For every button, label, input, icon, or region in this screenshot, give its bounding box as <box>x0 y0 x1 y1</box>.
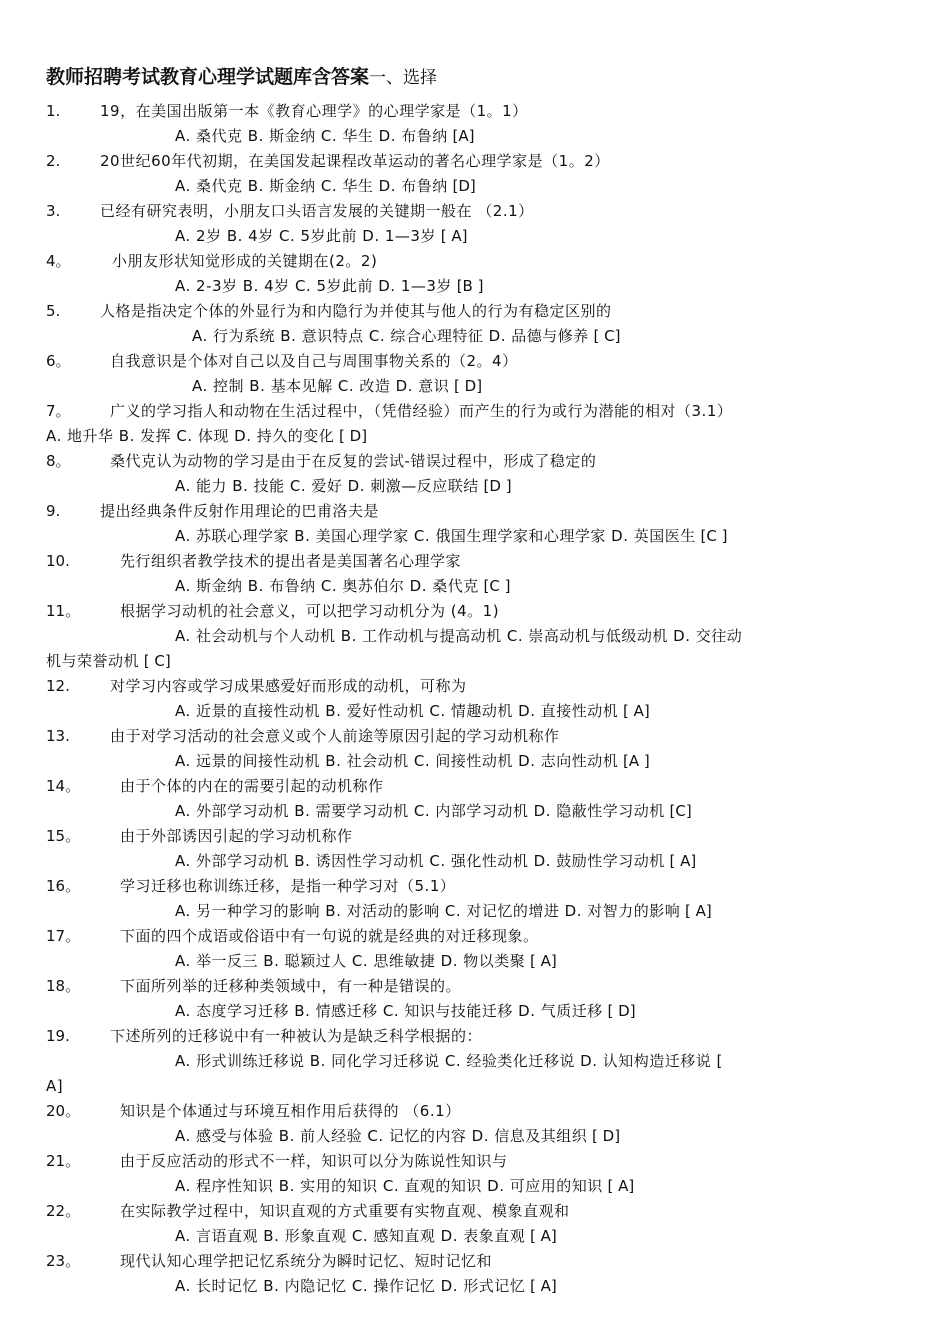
question-stem-row <box>0 926 950 951</box>
question-number: 18。 <box>46 977 81 995</box>
document-title <box>46 62 437 89</box>
question-stem-row <box>0 826 950 851</box>
question-stem: 由于对学习活动的社会意义或个人前途等原因引起的学习动机称作 <box>110 727 560 745</box>
question-stem: 先行组织者教学技术的提出者是美国著名心理学家 <box>120 552 462 570</box>
question-stem: 提出经典条件反射作用理论的巴甫洛夫是 <box>100 502 380 520</box>
question-number: 5. <box>46 302 61 320</box>
question-options-row <box>0 1276 950 1301</box>
question-stem: 现代认知心理学把记忆系统分为瞬时记忆、短时记忆和 <box>120 1252 493 1270</box>
question-options-row <box>0 801 950 826</box>
question-number: 8。 <box>46 452 71 470</box>
question-options-row <box>0 851 950 876</box>
question-options: A. 斯金纳 B. 布鲁纳 C. 奥苏伯尔 D. 桑代克 [C ] <box>175 577 511 595</box>
question-item <box>0 826 950 876</box>
question-item <box>0 151 950 201</box>
answer-badge: [D ] <box>478 477 512 495</box>
question-options: A. 远景的间接性动机 B. 社会动机 C. 间接性动机 D. 志向性动机 [A ] <box>175 752 650 770</box>
answer-badge: [D] <box>447 177 476 195</box>
question-stem: 19，在美国出版第一本《教育心理学》的心理学家是（1。1） <box>100 102 528 120</box>
question-stem: 在实际教学过程中，知识直观的方式重要有实物直观、模象直观和 <box>120 1202 570 1220</box>
question-options: A. 行为系统 B. 意识特点 C. 综合心理特征 D. 品德与修养 [ C] <box>192 327 621 345</box>
question-options-row <box>0 226 950 251</box>
answer-badge: [ D] <box>587 1127 621 1145</box>
question-number: 9. <box>46 502 61 520</box>
question-options: A. 2-3岁 B. 4岁 C. 5岁此前 D. 1—3岁 [B ] <box>175 277 484 295</box>
answer-badge: [ A] <box>525 1227 557 1245</box>
question-item <box>0 676 950 726</box>
answer-badge: [ D] <box>602 1002 636 1020</box>
question-stem-row <box>0 551 950 576</box>
question-item <box>0 1026 950 1101</box>
question-number: 19. <box>46 1027 70 1045</box>
question-number: 12. <box>46 677 70 695</box>
question-item <box>0 1201 950 1251</box>
question-wrap-row <box>0 651 950 676</box>
question-options-row <box>0 126 950 151</box>
question-stem-row <box>0 876 950 901</box>
answer-badge: [ A] <box>602 1177 635 1195</box>
question-options-row <box>0 176 950 201</box>
question-options: A. 外部学习动机 B. 诱因性学习动机 C. 强化性动机 D. 鼓励性学习动机 [ A] <box>175 852 697 870</box>
answer-badge: [ C] <box>139 652 171 670</box>
question-options-row <box>0 751 950 776</box>
question-item <box>0 501 950 551</box>
question-stem-row <box>0 351 950 376</box>
question-options: A. 能力 B. 技能 C. 爱好 D. 刺激—反应联结 [D ] <box>175 477 512 495</box>
answer-badge: [ D] <box>334 427 368 445</box>
question-stem-row <box>0 501 950 526</box>
question-stem: 桑代克认为动物的学习是由于在反复的尝试-错误过程中，形成了稳定的 <box>110 452 597 470</box>
answer-badge: [ A] <box>664 852 697 870</box>
question-number: 22。 <box>46 1202 81 1220</box>
question-options-row <box>0 276 950 301</box>
question-number: 16。 <box>46 877 81 895</box>
answer-badge: [ C] <box>588 327 621 345</box>
question-stem-row <box>0 1026 950 1051</box>
question-stem: 20世纪60年代初期，在美国发起课程改革运动的著名心理学家是（1。2） <box>100 152 610 170</box>
question-stem: 知识是个体通过与环境互相作用后获得的 （6.1） <box>120 1102 461 1120</box>
question-stem: 由于反应活动的形式不一样，知识可以分为陈说性知识与 <box>120 1152 508 1170</box>
question-wrap-text: A] <box>46 1077 64 1095</box>
question-stem-row <box>0 201 950 226</box>
question-stem-row <box>0 451 950 476</box>
question-item <box>0 976 950 1026</box>
question-options: A. 长时记忆 B. 内隐记忆 C. 操作记忆 D. 形式记忆 [ A] <box>175 1277 557 1295</box>
question-item <box>0 601 950 676</box>
question-stem-row <box>0 151 950 176</box>
question-options: A. 苏联心理学家 B. 美国心理学家 C. 俄国生理学家和心理学家 D. 英国医生 [C ] <box>175 527 728 545</box>
question-options-row <box>0 376 950 401</box>
answer-badge: [ A] <box>435 227 468 245</box>
title-main: 教师招聘考试教育心理学试题库含答案 <box>46 66 370 88</box>
question-options: A. 程序性知识 B. 实用的知识 C. 直观的知识 D. 可应用的知识 [ A] <box>175 1177 635 1195</box>
question-number: 7。 <box>46 402 71 420</box>
question-options-row <box>0 1126 950 1151</box>
answer-badge: [C ] <box>695 527 728 545</box>
question-options: A. 形式训练迁移说 B. 同化学习迁移说 C. 经验类化迁移说 D. 认知构造迁移说 [ <box>175 1052 723 1070</box>
question-item <box>0 1101 950 1151</box>
question-item <box>0 1251 950 1301</box>
question-item <box>0 726 950 776</box>
question-options-row <box>0 526 950 551</box>
question-item <box>0 101 950 151</box>
answer-badge: [A] <box>447 127 475 145</box>
question-options-row <box>0 901 950 926</box>
question-number: 3. <box>46 202 61 220</box>
question-options-row <box>0 576 950 601</box>
question-stem-row <box>0 1201 950 1226</box>
question-item <box>0 351 950 401</box>
answer-badge: [ A] <box>618 702 650 720</box>
question-item <box>0 776 950 826</box>
question-item <box>0 551 950 601</box>
question-options: A. 外部学习动机 B. 需要学习动机 C. 内部学习动机 D. 隐蔽性学习动机 [C] <box>175 802 692 820</box>
question-stem-row <box>0 1151 950 1176</box>
question-number: 17。 <box>46 927 81 945</box>
answer-badge: [C] <box>664 802 692 820</box>
question-options: A. 桑代克 B. 斯金纳 C. 华生 D. 布鲁纳 [D] <box>175 177 476 195</box>
question-options: A. 近景的直接性动机 B. 爱好性动机 C. 情趣动机 D. 直接性动机 [ A] <box>175 702 650 720</box>
question-number: 10. <box>46 552 70 570</box>
answer-badge: [ A] <box>525 952 557 970</box>
question-stem: 根据学习动机的社会意义，可以把学习动机分为 (4。1) <box>120 602 500 620</box>
question-options: A. 举一反三 B. 聪颖过人 C. 思维敏捷 D. 物以类聚 [ A] <box>175 952 557 970</box>
question-options-row <box>0 326 950 351</box>
question-options-row <box>0 1226 950 1251</box>
question-stem: 小朋友形状知觉形成的关键期在(2。2) <box>112 252 378 270</box>
question-stem-row <box>0 601 950 626</box>
question-options: A. 态度学习迁移 B. 情感迁移 C. 知识与技能迁移 D. 气质迁移 [ D] <box>175 1002 636 1020</box>
question-wrap-text: 机与荣誉动机 [ C] <box>46 652 171 670</box>
question-number: 2. <box>46 152 61 170</box>
question-item <box>0 451 950 501</box>
question-options: A. 桑代克 B. 斯金纳 C. 华生 D. 布鲁纳 [A] <box>175 127 475 145</box>
question-number: 13. <box>46 727 70 745</box>
question-stem-row <box>0 976 950 1001</box>
question-options: A. 言语直观 B. 形象直观 C. 感知直观 D. 表象直观 [ A] <box>175 1227 557 1245</box>
question-stem: 广义的学习指人和动物在生活过程中，（凭借经验）而产生的行为或行为潜能的相对（3.1） <box>110 402 733 420</box>
question-stem-row <box>0 301 950 326</box>
answer-badge: [ A] <box>680 902 712 920</box>
question-options-row <box>0 1176 950 1201</box>
question-options: A. 社会动机与个人动机 B. 工作动机与提高动机 C. 崇高动机与低级动机 D. 交往动 <box>175 627 743 645</box>
question-stem: 已经有研究表明，小朋友口头语言发展的关键期一般在 （2.1） <box>100 202 534 220</box>
question-options-row <box>0 626 950 651</box>
question-options-row <box>0 1001 950 1026</box>
question-stem: 自我意识是个体对自己以及自己与周围事物关系的（2。4） <box>110 352 518 370</box>
question-options: A. 另一种学习的影响 B. 对活动的影响 C. 对记忆的增进 D. 对智力的影响 [ A] <box>175 902 712 920</box>
question-options-row <box>0 476 950 501</box>
answer-badge: [A ] <box>618 752 650 770</box>
question-item <box>0 926 950 976</box>
question-stem-row <box>0 101 950 126</box>
question-item <box>0 201 950 251</box>
question-options-row <box>0 951 950 976</box>
question-number: 21。 <box>46 1152 81 1170</box>
question-number: 1. <box>46 102 61 120</box>
question-number: 14。 <box>46 777 81 795</box>
question-options-row <box>0 1051 950 1076</box>
answer-badge: [ A] <box>525 1277 557 1295</box>
question-stem-row <box>0 1101 950 1126</box>
answer-badge: [B ] <box>451 277 484 295</box>
question-stem-row <box>0 726 950 751</box>
question-stem-row <box>0 401 950 426</box>
question-number: 6。 <box>46 352 71 370</box>
question-stem: 学习迁移也称训练迁移，是指一种学习对（5.1） <box>120 877 456 895</box>
question-stem: 下面所列举的迁移种类领域中，有一种是错误的。 <box>120 977 462 995</box>
question-wrap-row <box>0 1076 950 1101</box>
answer-badge: [C ] <box>478 577 511 595</box>
question-wrap-text: A. 地升华 B. 发挥 C. 体现 D. 持久的变化 [ D] <box>46 427 368 445</box>
question-stem: 下述所列的迁移说中有一种被认为是缺乏科学根据的： <box>110 1027 483 1045</box>
question-stem: 下面的四个成语或俗语中有一句说的就是经典的对迁移现象。 <box>120 927 539 945</box>
question-number: 23。 <box>46 1252 81 1270</box>
question-options: A. 2岁 B. 4岁 C. 5岁此前 D. 1—3岁 [ A] <box>175 227 468 245</box>
question-wrap-row <box>0 426 950 451</box>
question-item <box>0 1151 950 1201</box>
question-item <box>0 876 950 926</box>
question-stem: 由于外部诱因引起的学习动机称作 <box>120 827 353 845</box>
question-number: 11。 <box>46 602 81 620</box>
question-number: 15。 <box>46 827 81 845</box>
question-number: 20。 <box>46 1102 81 1120</box>
question-number: 4。 <box>46 252 71 270</box>
question-options: A. 感受与体验 B. 前人经验 C. 记忆的内容 D. 信息及其组织 [ D] <box>175 1127 621 1145</box>
question-item <box>0 301 950 351</box>
question-stem-row <box>0 776 950 801</box>
answer-badge: [ D] <box>449 377 483 395</box>
question-item <box>0 401 950 451</box>
question-stem: 人格是指决定个体的外显行为和内隐行为并使其与他人的行为有稳定区别的 <box>100 302 612 320</box>
question-stem-row <box>0 1251 950 1276</box>
question-stem: 由于个体的内在的需要引起的动机称作 <box>120 777 384 795</box>
question-stem-row <box>0 676 950 701</box>
question-item <box>0 251 950 301</box>
question-stem: 对学习内容或学习成果感爱好而形成的动机，可称为 <box>110 677 467 695</box>
title-section: 一、选择 <box>369 68 438 88</box>
question-stem-row <box>0 251 950 276</box>
question-options: A. 控制 B. 基本见解 C. 改造 D. 意识 [ D] <box>192 377 483 395</box>
question-options-row <box>0 701 950 726</box>
